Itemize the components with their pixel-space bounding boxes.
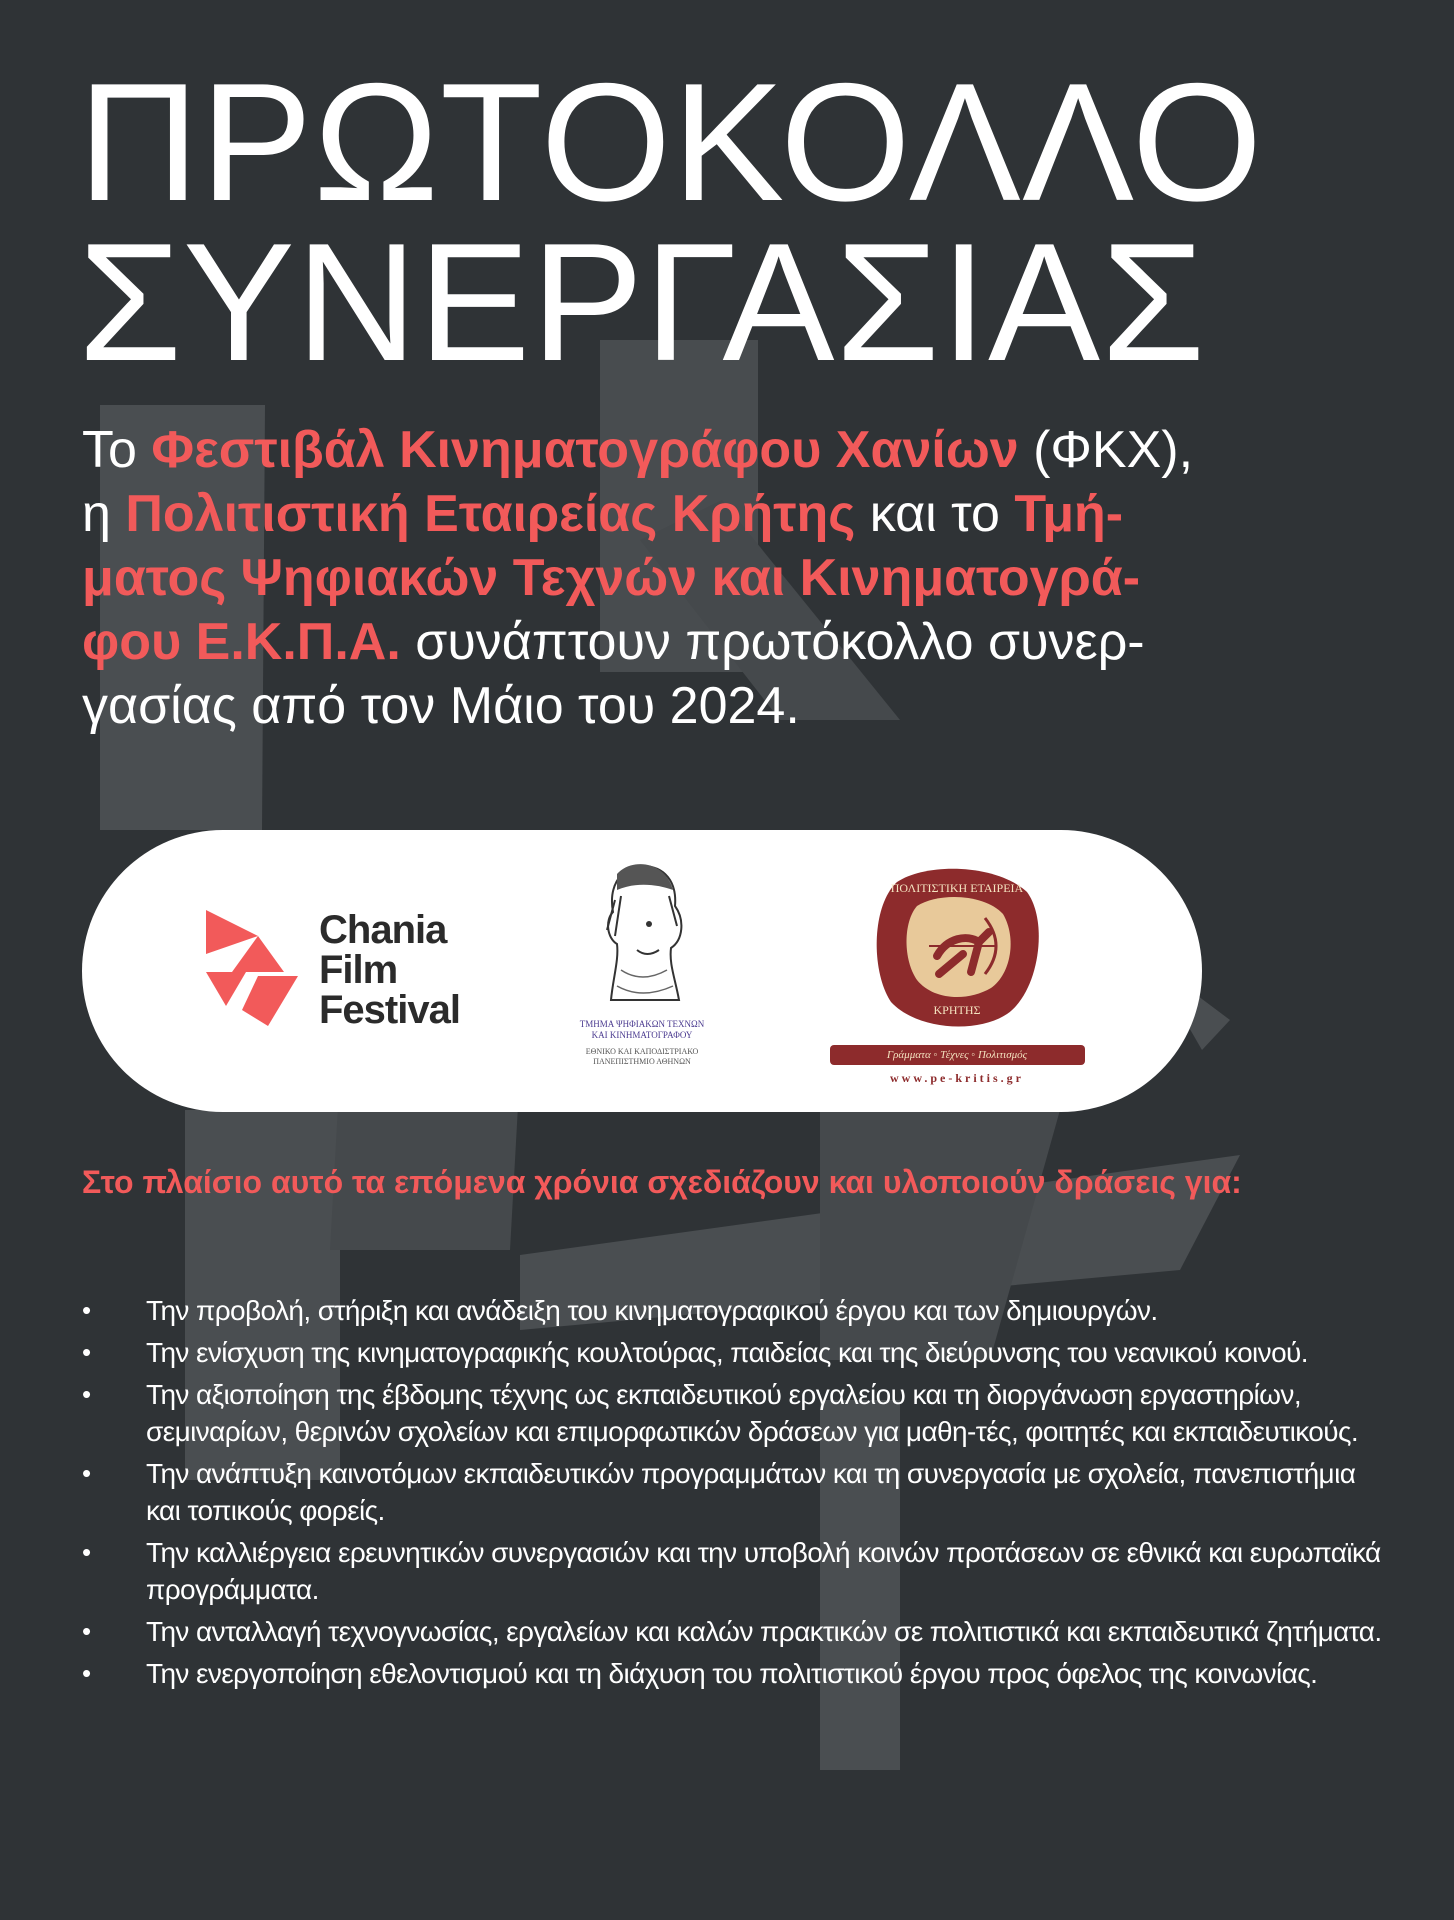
- bullet-icon: •: [82, 1295, 91, 1325]
- list-item-text: Την καλλιέργεια ερευνητικών συνεργασιών και την υποβολή κοινών προτάσεων σε εθνικά και ευρωπαϊκά προγράμματα.: [146, 1537, 1381, 1605]
- intro-text: συνάπτουν πρωτόκολλο συνερ-: [400, 613, 1145, 671]
- pek-tagline: Γράμματα ◦ Τέχνες ◦ Πολιτισμός: [830, 1045, 1085, 1065]
- cff-line-3: Festival: [319, 988, 460, 1032]
- section-heading: Στο πλαίσιο αυτό τα επόμενα χρόνια σχεδιάζουν και υλοποιούν δράσεις για:: [82, 1164, 1242, 1200]
- list-item: [82, 1455, 1382, 1529]
- athena-head-icon: [587, 860, 697, 1010]
- cff-line-1: Chania: [319, 908, 447, 952]
- pek-emblem-icon: [867, 862, 1047, 1032]
- chania-film-festival-logo-mark: [202, 910, 302, 1030]
- bullet-icon: •: [82, 1458, 91, 1488]
- partner-logos-band: [82, 830, 1202, 1112]
- cultural-society-crete-logo: [817, 862, 1097, 1086]
- page-title: [78, 48, 1264, 396]
- list-item-text: Την αξιοποίηση της έβδομης τέχνης ως εκπαιδευτικού εργαλείου και τη διοργάνωση εργαστηρίων, σεμιναρίων, θερινών σχολείων και επιμορφωτικών δράσεων για μαθη-τές, φοιτητές και εκπαιδευτικούς.: [146, 1379, 1359, 1447]
- list-item: [82, 1655, 1382, 1692]
- uoa-dept-line-2: ΚΑΙ ΚΙΝΗΜΑΤΟΓΡΑΦΟΥ: [591, 1030, 693, 1040]
- cff-line-2: Film: [319, 948, 398, 992]
- list-item: [82, 1534, 1382, 1608]
- org-department-digital-arts-b: ματος Ψηφιακών Τεχνών και Κινηματογρά-: [82, 549, 1141, 607]
- intro-text: (ΦΚΧ),: [1018, 421, 1194, 479]
- uoa-dept-line-1: ΤΜΗΜΑ ΨΗΦΙΑΚΩΝ ΤΕΧΝΩΝ: [579, 1019, 705, 1029]
- uoa-department-name: [552, 1019, 732, 1041]
- intro-text: και το: [855, 485, 1015, 543]
- uoa-university-name: [552, 1047, 732, 1067]
- pek-url: www.pe-kritis.gr: [890, 1071, 1024, 1085]
- uoa-uni-line-1: ΕΘΝΙΚΟ ΚΑΙ ΚΑΠΟΔΙΣΤΡΙΑΚΟ: [585, 1047, 699, 1056]
- bullet-icon: •: [82, 1616, 91, 1646]
- list-item-text: Την ενίσχυση της κινηματογραφικής κουλτούρας, παιδείας και της διεύρυνσης του νεανικού κοινού.: [146, 1337, 1308, 1368]
- list-item-text: Την ενεργοποίηση εθελοντισμού και τη διάχυση του πολιτιστικού έργου προς όφελος της κοινωνίας.: [146, 1658, 1318, 1689]
- bullet-icon: •: [82, 1658, 91, 1688]
- pek-ring-text-bottom: ΚΡΗΤΗΣ: [933, 1003, 981, 1017]
- bullet-icon: •: [82, 1379, 91, 1409]
- bullet-icon: •: [82, 1337, 91, 1367]
- uoa-uni-line-2: ΠΑΝΕΠΙΣΤΗΜΙΟ ΑΘΗΝΩΝ: [593, 1057, 691, 1066]
- title-line-1: ΠΡΩΤΟΚΟΛΛΟ: [78, 48, 1264, 236]
- intro-paragraph: [82, 418, 1382, 738]
- org-chania-film-festival: Φεστιβάλ Κινηματογράφου Χανίων: [151, 421, 1019, 479]
- list-item-text: Την ανταλλαγή τεχνογνωσίας, εργαλείων και καλών πρακτικών σε πολιτιστικά και εκπαιδευτικά ζητήματα.: [146, 1616, 1382, 1647]
- intro-text: η: [82, 485, 126, 543]
- uoa-department-logo: [552, 860, 732, 1067]
- intro-text: Το: [82, 421, 152, 479]
- org-cultural-society-crete: Πολιτιστική Εταιρείας Κρήτης: [125, 485, 856, 543]
- list-item: [82, 1292, 1382, 1329]
- list-item: [82, 1334, 1382, 1371]
- org-department-digital-arts-a: Τμή-: [1014, 485, 1124, 543]
- intro-text: γασίας από τον Μάιο του 2024.: [82, 677, 800, 735]
- list-item: [82, 1613, 1382, 1650]
- org-department-digital-arts-c: φου Ε.Κ.Π.Α.: [82, 613, 401, 671]
- list-item-text: Την ανάπτυξη καινοτόμων εκπαιδευτικών προγραμμάτων και τη συνεργασία με σχολεία, πανεπιστήμια και τοπικούς φορείς.: [146, 1458, 1356, 1526]
- pek-ring-text-top: ΠΟΛΙΤΙΣΤΙΚΗ ΕΤΑΙΡΕΙΑ: [890, 881, 1024, 895]
- bullet-icon: •: [82, 1537, 91, 1567]
- chania-film-festival-wordmark: [319, 910, 460, 1030]
- title-line-2: ΣΥΝΕΡΓΑΣΙΑΣ: [78, 208, 1206, 396]
- list-item: [82, 1376, 1382, 1450]
- list-item-text: Την προβολή, στήριξη και ανάδειξη του κινηματογραφικού έργου και των δημιουργών.: [146, 1295, 1158, 1326]
- actions-list: [82, 1292, 1382, 1697]
